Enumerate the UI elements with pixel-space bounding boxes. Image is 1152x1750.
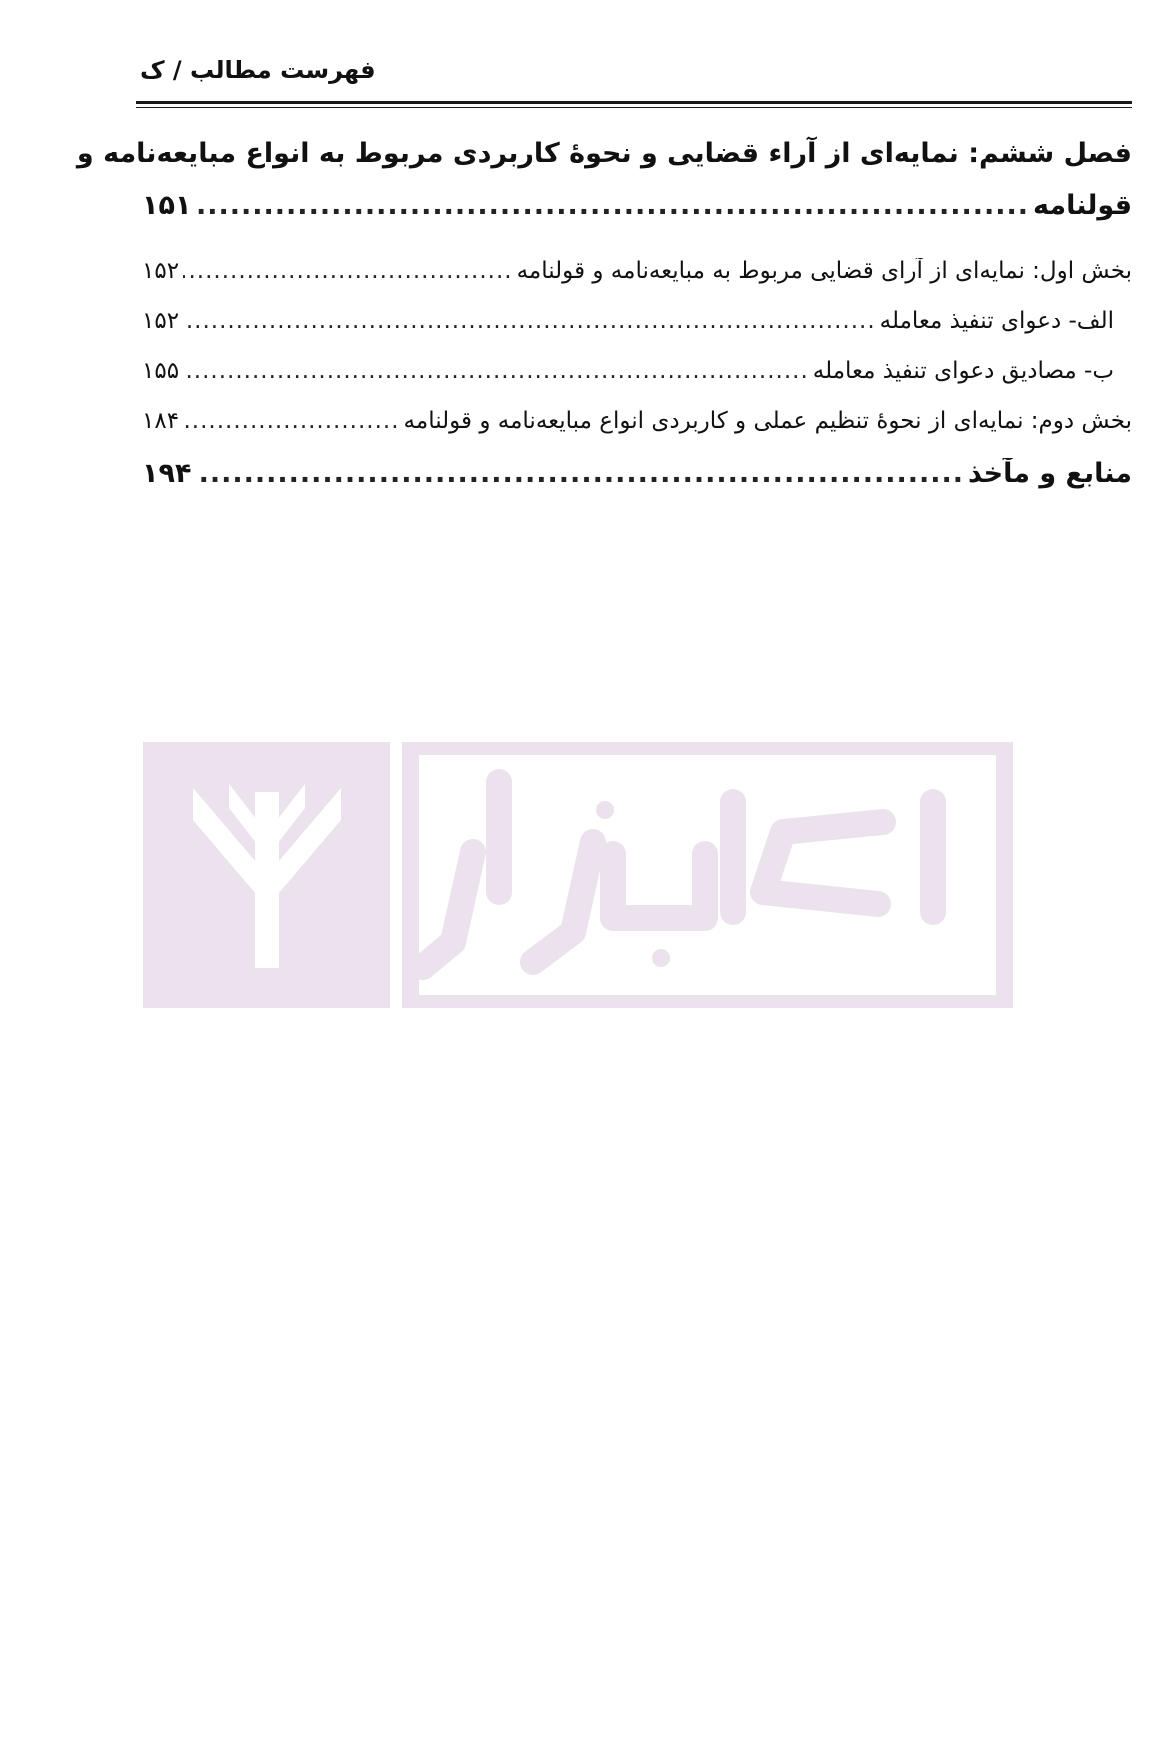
toc-entry-title: الف- دعوای تنفیذ معامله xyxy=(879,308,1114,334)
header-rule-thick xyxy=(136,101,1132,104)
dot-leader xyxy=(183,408,399,434)
dot-leader xyxy=(183,258,513,284)
toc-entry-title: ب- مصادیق دعوای تنفیذ معامله xyxy=(812,358,1114,384)
chapter-title-line2: قولنامه xyxy=(1033,190,1132,221)
chapter-title-line1: فصل ششم: نمایه‌ای از آراء قضایی و نحوهٔ کاربردی مربوط به انواع مبایعه‌نامه و xyxy=(76,138,1132,169)
dot-leader xyxy=(195,190,1029,221)
sources-title: منابع و مآخذ xyxy=(968,458,1132,489)
toc-entry-page: ۱۵۵ xyxy=(142,358,180,384)
toc-sources-row xyxy=(142,458,1132,489)
toc-chapter-row xyxy=(142,190,1132,221)
watermark-logo xyxy=(143,742,1013,1008)
toc-entry-page: ۱۵۲ xyxy=(142,308,180,334)
dot-leader xyxy=(195,458,964,489)
dot-leader xyxy=(183,358,809,384)
chapter-page-number: ۱۵۱ xyxy=(142,190,192,221)
toc-entry-page: ۱۸۴ xyxy=(142,408,180,434)
toc-entry xyxy=(142,358,1132,384)
header-rule-thin xyxy=(136,107,1132,108)
toc-entry xyxy=(142,258,1132,284)
toc-entry-page: ۱۵۲ xyxy=(142,258,180,284)
sources-page-number: ۱۹۴ xyxy=(142,458,192,489)
toc-entry xyxy=(142,408,1132,434)
toc-entry xyxy=(142,308,1132,334)
running-header: فهرست مطالب / ک xyxy=(140,56,376,84)
toc-entry-title: بخش اول: نمایه‌ای از آرای قضایی مربوط به مبایعه‌نامه و قولنامه xyxy=(516,258,1132,284)
toc-entry-title: بخش دوم: نمایه‌ای از نحوهٔ تنظیم عملی و کاربردی انواع مبایعه‌نامه و قولنامه xyxy=(403,408,1132,434)
dot-leader xyxy=(183,308,876,334)
